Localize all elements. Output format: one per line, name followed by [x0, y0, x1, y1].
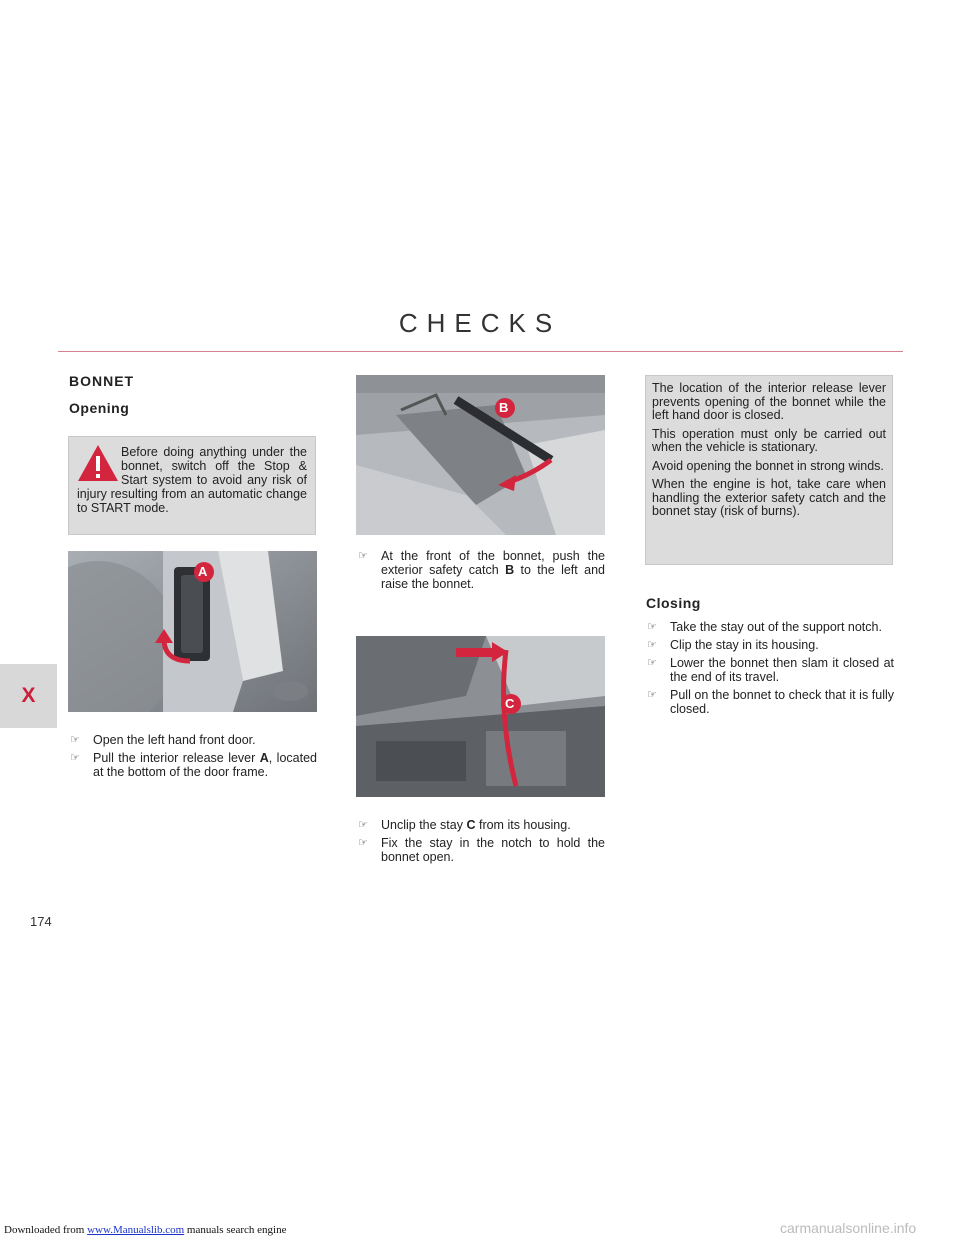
pointing-hand-icon: ☞: [647, 689, 657, 701]
info-text: When the engine is hot, take care when handling the exterior safety catch and the bonnet stay (risk of burns).: [652, 477, 886, 518]
photo-release-lever: [68, 551, 317, 712]
list-item: ☞ Fix the stay in the notch to hold the bonnet open.: [358, 836, 605, 864]
footer-brand: carmanualsonline.info: [780, 1220, 917, 1236]
info-text: Avoid opening the bonnet in strong winds.: [652, 458, 884, 473]
list-item: ☞ Open the left hand front door.: [70, 733, 256, 747]
stay-steps: [356, 818, 605, 868]
list-item: ☞ Unclip the stay C from its housing.: [358, 818, 571, 832]
pointing-hand-icon: ☞: [358, 837, 368, 849]
chapter-tab: [0, 664, 57, 728]
download-footer: Downloaded from www.Manualslib.com manuals search engine: [4, 1224, 287, 1236]
warning-box: [68, 436, 316, 535]
list-item: ☞ Take the stay out of the support notch.: [647, 620, 882, 634]
list-item: ☞ Pull the interior release lever A, located at the bottom of the door frame.: [70, 751, 317, 779]
header-rule: [58, 351, 903, 352]
catch-step: [356, 549, 605, 595]
closing-steps: [645, 620, 894, 720]
label-b: B: [499, 400, 509, 415]
photo-bonnet-stay: [356, 636, 605, 797]
manualslib-link[interactable]: www.Manualslib.com: [87, 1224, 185, 1236]
pointing-hand-icon: ☞: [647, 657, 657, 669]
list-item: ☞ At the front of the bonnet, push the exterior safety catch B to the left and raise the bonnet.: [358, 549, 605, 591]
pointing-hand-icon: ☞: [70, 734, 80, 746]
list-item: ☞ Lower the bonnet then slam it closed at the end of its travel.: [647, 656, 894, 684]
label-c: C: [505, 696, 515, 711]
chapter-tab-label: X: [21, 684, 36, 707]
info-text: This operation must only be carried out when the vehicle is stationary.: [652, 426, 886, 454]
info-box: [645, 375, 893, 565]
pointing-hand-icon: ☞: [647, 639, 657, 651]
photo-safety-catch: [356, 375, 605, 535]
warning-text: Before doing anything under the bonnet, switch off the Stop & Start system to avoid any risk of injury resulting from an automatic change to START mode.: [77, 445, 307, 515]
pointing-hand-icon: ☞: [70, 752, 80, 764]
info-text: The location of the interior release lever prevents opening of the bonnet while the left hand door is closed.: [652, 381, 886, 422]
label-a: A: [198, 564, 208, 579]
page-number: 174: [30, 914, 52, 929]
pointing-hand-icon: ☞: [358, 550, 368, 562]
section-title: BONNET: [69, 373, 135, 389]
pointing-hand-icon: ☞: [647, 621, 657, 633]
opening-steps: [68, 733, 317, 783]
chapter-title: CHECKS: [398, 308, 562, 338]
closing-title: Closing: [646, 595, 701, 611]
pointing-hand-icon: ☞: [358, 819, 368, 831]
opening-title: Opening: [69, 400, 130, 416]
list-item: ☞ Clip the stay in its housing.: [647, 638, 819, 652]
list-item: ☞ Pull on the bonnet to check that it is fully closed.: [647, 688, 894, 716]
